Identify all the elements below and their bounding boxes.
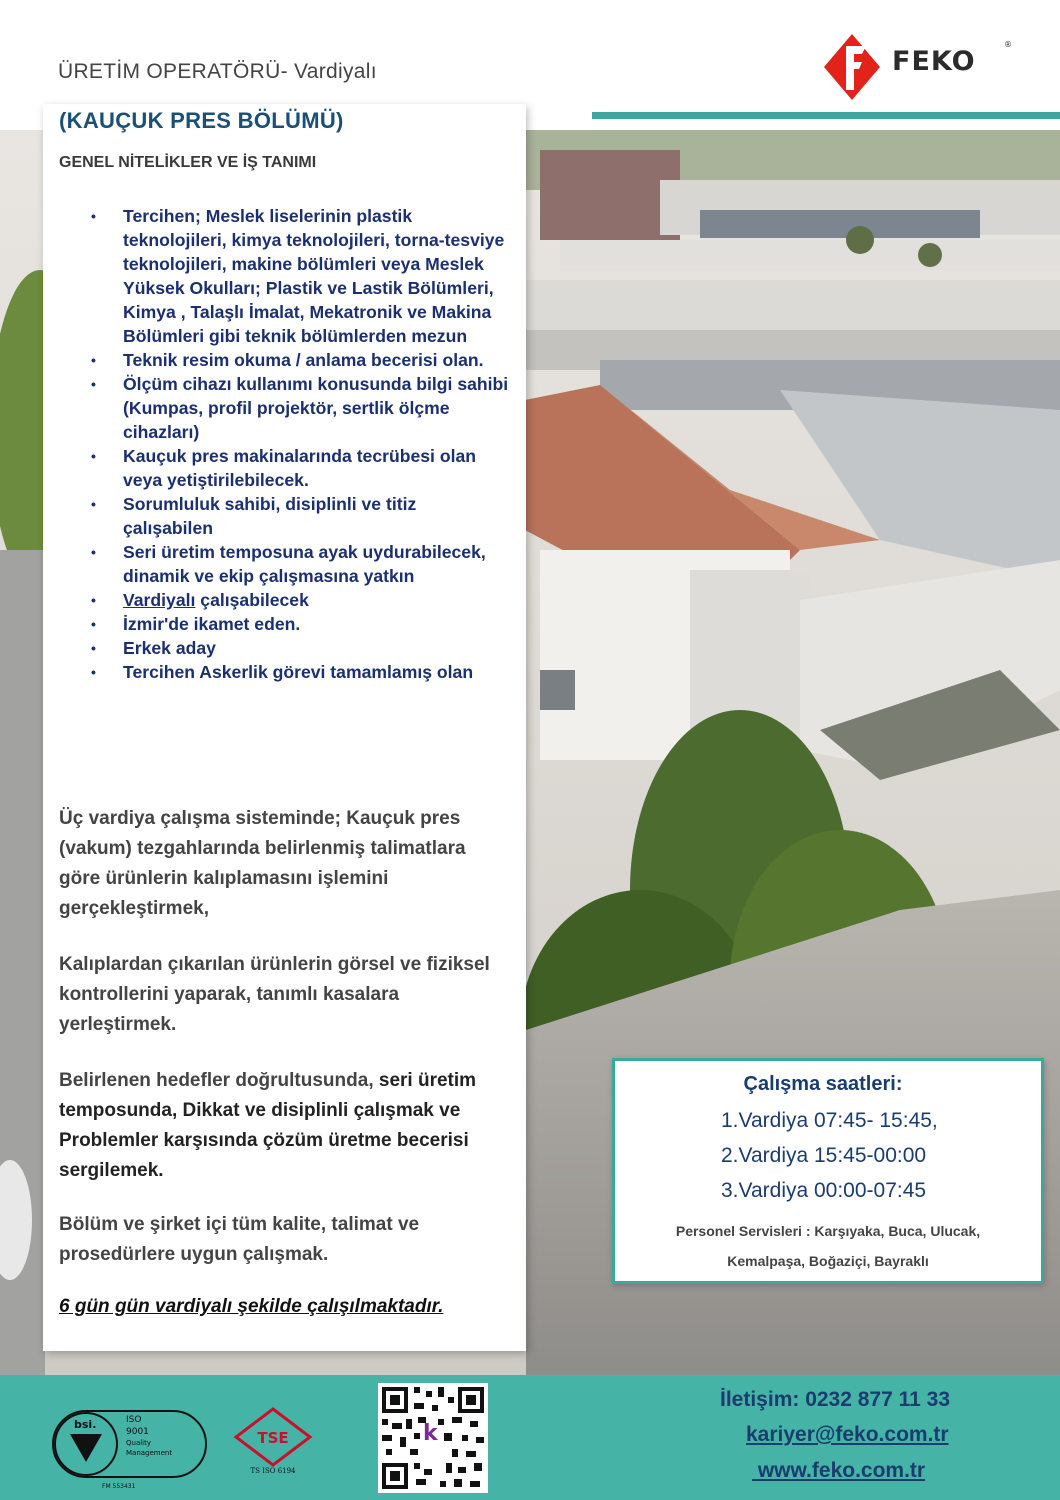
requirements-list xyxy=(91,204,511,684)
iso-line-1: ISO xyxy=(126,1415,142,1425)
tse-badge xyxy=(232,1405,314,1475)
list-item xyxy=(91,204,511,348)
duty-paragraph-3-emphasis: seri üretim temposunda, Dikkat ve disiplinli çalışmak ve Problemler karşısında çözüm üretme becerisi sergilemek. xyxy=(59,1070,477,1181)
list-item xyxy=(91,348,511,372)
bsi-label: bsi. xyxy=(74,1418,97,1431)
requirement-text: Tercihen Askerlik görevi tamamlamış olan xyxy=(123,662,474,682)
list-item xyxy=(91,636,511,660)
bullet-icon: • xyxy=(91,352,96,368)
contact-email-link[interactable]: kariyer@feko.com.tr xyxy=(746,1423,949,1446)
bsi-iso9001-badge xyxy=(52,1410,207,1490)
iso-cert-number: FM 553431 xyxy=(102,1483,136,1490)
qr-code[interactable] xyxy=(378,1383,488,1493)
requirement-text: çalışabilecek xyxy=(195,590,309,610)
job-description-panel xyxy=(43,104,526,1351)
job-title: ÜRETİM OPERATÖRÜ- Vardiyalı xyxy=(58,60,377,83)
requirement-text: Erkek aday xyxy=(123,638,216,658)
tse-standard: TS ISO 6194 xyxy=(250,1467,296,1475)
bullet-icon: • xyxy=(91,640,96,656)
feko-logo-mark-icon xyxy=(822,32,882,102)
shift-3: 3.Vardiya 00:00-07:45 xyxy=(721,1179,927,1202)
shuttle-services-line-1: Personel Servisleri : Karşıyaka, Buca, Ulucak, xyxy=(675,1223,981,1239)
requirement-text: Ölçüm cihazı kullanımı konusunda bilgi sahibi (Kumpas, profil projektör, sertlik ölçme cihazları) xyxy=(123,374,509,442)
bullet-icon: • xyxy=(91,376,96,392)
bsi-kitemark-icon xyxy=(70,1434,102,1462)
duty-paragraph-4: Bölüm ve şirket içi tüm kalite, talimat ve prosedürlere uygun çalışmak. xyxy=(59,1214,420,1265)
bullet-icon: • xyxy=(91,208,96,224)
requirement-text: Teknik resim okuma / anlama becerisi olan. xyxy=(123,350,484,370)
closing-note: 6 gün gün vardiyalı şekilde çalışılmaktadır. xyxy=(59,1296,444,1317)
section-title: GENEL NİTELİKLER VE İŞ TANIMI xyxy=(59,154,317,171)
iso-line-3: Quality xyxy=(126,1439,152,1447)
contact-phone[interactable]: İletişim: 0232 877 11 33 xyxy=(720,1388,951,1411)
duty-paragraph-3 xyxy=(59,1066,509,1186)
header-accent-line xyxy=(592,112,1060,119)
bullet-icon: • xyxy=(91,592,96,608)
working-hours-title: Çalışma saatleri: xyxy=(743,1073,903,1095)
requirement-shift-keyword: Vardiyalı xyxy=(123,590,196,610)
bullet-icon: • xyxy=(91,616,96,632)
list-item xyxy=(91,444,511,492)
iso-line-4: Management xyxy=(126,1449,173,1457)
tse-label: TSE xyxy=(257,1429,289,1447)
list-item xyxy=(91,612,511,636)
bullet-icon: • xyxy=(91,496,96,512)
shuttle-services-line-2: Kemalpaşa, Boğaziçi, Bayraklı xyxy=(727,1253,929,1269)
requirement-text: Kauçuk pres makinalarında tecrübesi olan veya yetiştirilebilecek. xyxy=(123,446,476,490)
list-item xyxy=(91,540,511,588)
requirement-text: Sorumluluk sahibi, disiplinli ve titiz çalışabilen xyxy=(123,494,417,538)
shift-1: 1.Vardiya 07:45- 15:45, xyxy=(721,1109,938,1132)
list-item xyxy=(91,492,511,540)
registered-mark: ® xyxy=(1004,40,1012,49)
bullet-icon: • xyxy=(91,544,96,560)
footer xyxy=(0,1375,1060,1500)
shift-2: 2.Vardiya 15:45-00:00 xyxy=(721,1144,927,1167)
list-item xyxy=(91,660,511,684)
duty-paragraph-2: Kalıplardan çıkarılan ürünlerin görsel ve fiziksel kontrollerini yaparak, tanımlı kasalara yerleştirmek. xyxy=(59,954,490,1035)
list-item xyxy=(91,372,511,444)
duty-paragraph-1: Üç vardiya çalışma sisteminde; Kauçuk pres (vakum) tezgahlarında belirlenmiş talimatlara göre ürünlerin kalıplamasını işlemini gerçekleştirmek, xyxy=(59,808,466,919)
bullet-icon: • xyxy=(91,448,96,464)
requirement-text: İzmir'de ikamet eden. xyxy=(123,614,301,634)
requirement-text: Seri üretim temposuna ayak uydurabilecek, dinamik ve ekip çalışmasına yatkın xyxy=(123,542,486,586)
iso-line-2: 9001 xyxy=(126,1427,149,1437)
department-title: (KAUÇUK PRES BÖLÜMÜ) xyxy=(59,108,344,133)
qr-badge-letter: k xyxy=(423,1421,438,1446)
working-hours-box xyxy=(612,1058,1044,1284)
duty-paragraph-3-intro: Belirlenen hedefler doğrultusunda, xyxy=(59,1070,379,1091)
logo-text: FEKO xyxy=(892,46,976,77)
list-item xyxy=(91,588,511,612)
bullet-icon: • xyxy=(91,664,96,680)
feko-logo xyxy=(822,32,1022,102)
requirement-text: Tercihen; Meslek liselerinin plastik teknolojileri, kimya teknolojileri, torna-tesviye teknolojileri, makine bölümleri veya Meslek Yüksek Okulları; Plastik ve Lastik Bölümleri, Kimya , Talaşlı İmalat, Mekatronik ve Makina Bölümleri gibi teknik bölümlerden mezun xyxy=(123,206,505,346)
website-link[interactable]: www.feko.com.tr xyxy=(752,1459,926,1482)
